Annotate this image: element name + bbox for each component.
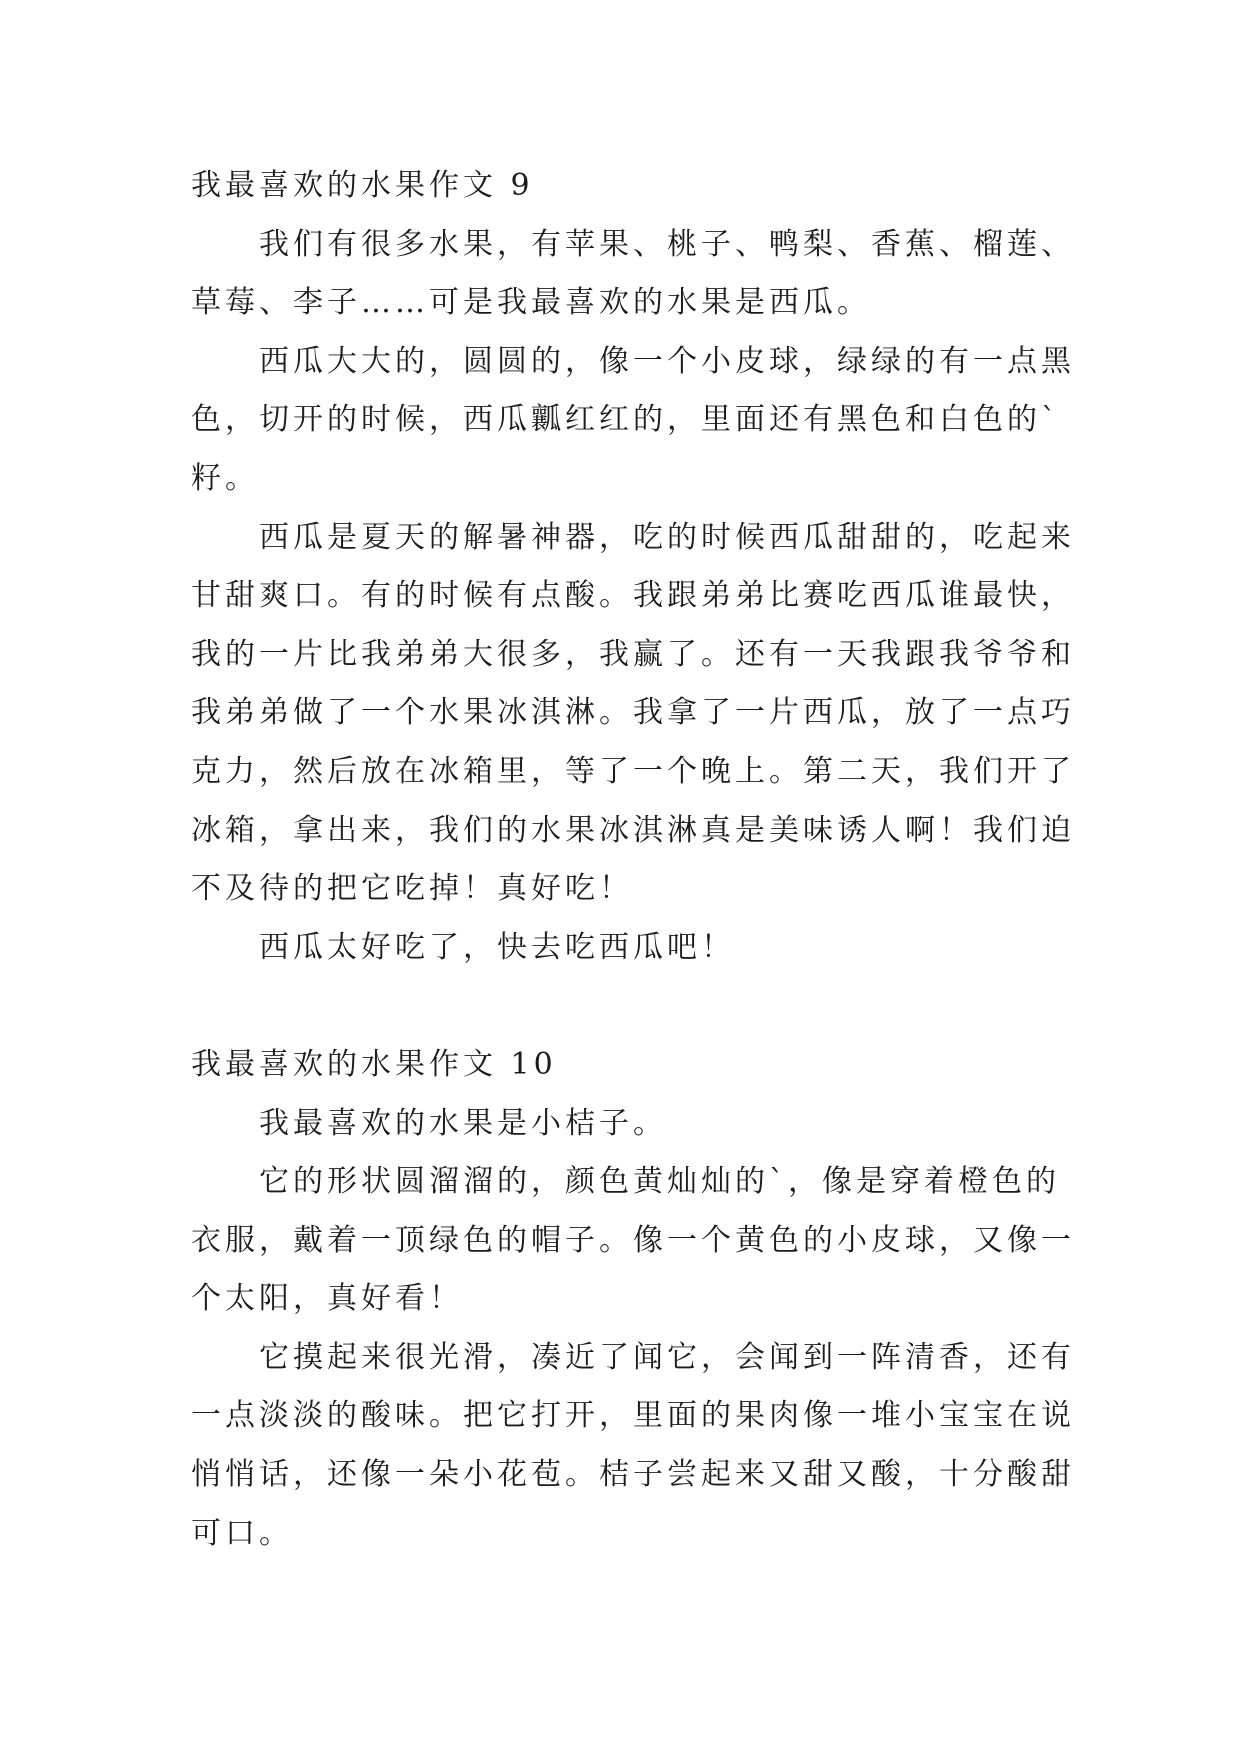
paragraph [191,333,1091,509]
document-page [191,157,1091,1563]
essay-section [191,1036,1091,1563]
paragraph-line: 西瓜太好吃了，快去吃西瓜吧！ [259,929,735,965]
paragraph-line: 冰箱，拿出来，我们的水果冰淇淋真是美味诱人啊！我们迫 [191,812,1075,848]
paragraph-line: 草莓、李子……可是我最喜欢的水果是西瓜。 [191,285,871,321]
paragraph-line: 西瓜是夏天的解暑神器，吃的时候西瓜甜甜的，吃起来 [259,519,1075,555]
paragraph-line: 可口。 [191,1515,293,1551]
paragraph-line: 我们有很多水果，有苹果、桃子、鸭梨、香蕉、榴莲、 [259,226,1075,262]
paragraph [191,919,1091,978]
paragraph-line: 甘甜爽口。有的时候有点酸。我跟弟弟比赛吃西瓜谁最快， [191,578,1075,614]
paragraph-line: 我的一片比我弟弟大很多，我赢了。还有一天我跟我爷爷和 [191,636,1075,672]
paragraph-line: 它摸起来很光滑，凑近了闻它，会闻到一阵清香，还有 [259,1339,1075,1375]
essay-section [191,157,1091,977]
paragraph-line: 籽。 [191,460,259,496]
paragraph-line: 衣服，戴着一顶绿色的帽子。像一个黄色的小皮球，又像一 [191,1222,1075,1258]
paragraph-line: 我弟弟做了一个水果冰淇淋。我拿了一片西瓜，放了一点巧 [191,695,1075,731]
paragraph-line: 个太阳，真好看！ [191,1281,463,1317]
paragraph-line: 悄悄话，还像一朵小花苞。桔子尝起来又甜又酸，十分酸甜 [191,1457,1075,1493]
paragraph [191,1153,1091,1329]
essay-title: 我最喜欢的水果作文 9 [191,168,534,203]
paragraph [191,1329,1091,1563]
paragraph [191,1095,1091,1154]
paragraph-line: 我最喜欢的水果是小桔子。 [259,1105,667,1141]
paragraph-line: 它的形状圆溜溜的，颜色黄灿灿的`，像是穿着橙色的 [259,1164,1060,1200]
paragraph-line: 不及待的把它吃掉！真好吃！ [191,871,633,907]
paragraph [191,509,1091,919]
paragraph [191,216,1091,333]
paragraph-line: 一点淡淡的酸味。把它打开，里面的果肉像一堆小宝宝在说 [191,1398,1075,1434]
paragraph-line: 西瓜大大的，圆圆的，像一个小皮球，绿绿的有一点黑 [259,343,1075,379]
paragraph-line: 色，切开的时候，西瓜瓤红红的，里面还有黑色和白色的` [191,402,1060,438]
essay-title: 我最喜欢的水果作文 10 [191,1046,557,1082]
paragraph-line: 克力，然后放在冰箱里，等了一个晚上。第二天，我们开了 [191,753,1075,789]
